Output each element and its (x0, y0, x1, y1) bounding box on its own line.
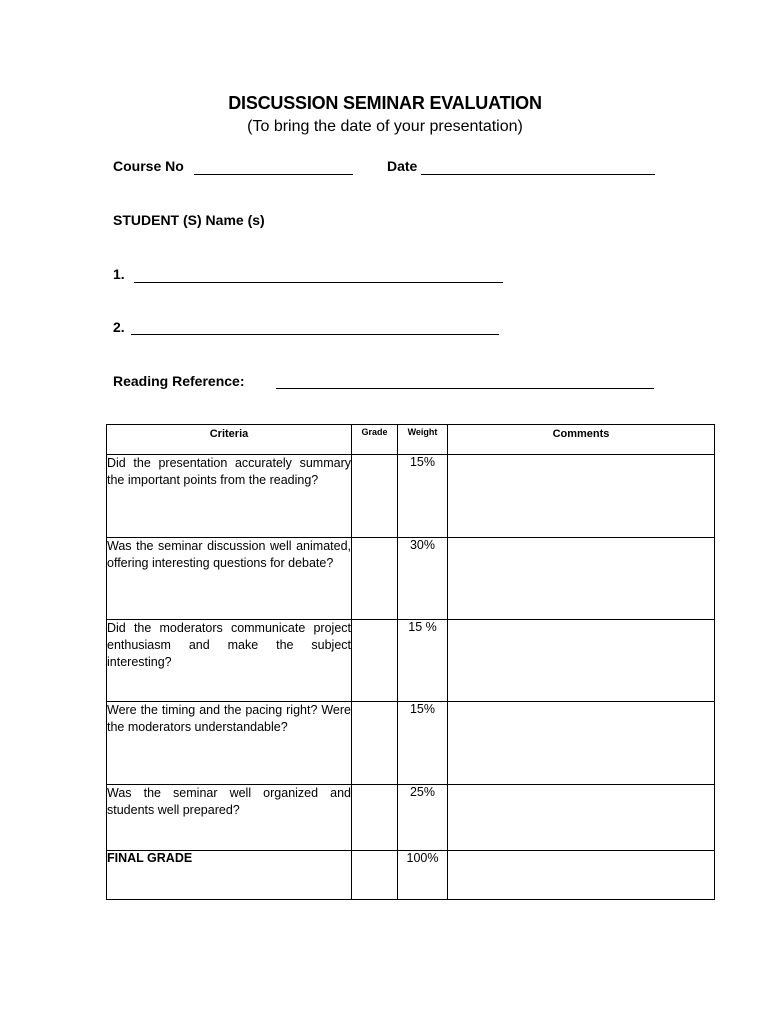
weight-cell: 15% (398, 455, 448, 538)
grade-cell[interactable] (352, 702, 398, 785)
comments-cell[interactable] (448, 538, 715, 620)
weight-cell: 30% (398, 538, 448, 620)
table-row (107, 620, 715, 702)
grade-cell[interactable] (352, 538, 398, 620)
form-subtitle: (To bring the date of your presentation) (247, 118, 523, 135)
table-header-row (107, 425, 715, 455)
comments-cell[interactable] (448, 702, 715, 785)
student-1-name-field[interactable] (134, 282, 503, 283)
weight-cell: 15% (398, 702, 448, 785)
evaluation-table (106, 424, 715, 900)
criteria-cell (107, 538, 352, 620)
reading-reference-label: Reading Reference: (113, 373, 245, 389)
students-label: STUDENT (S) Name (s) (113, 212, 265, 228)
criteria-cell (107, 702, 352, 785)
table-row (107, 538, 715, 620)
comments-header: Comments (448, 425, 715, 455)
criteria-text: Did the presentation accurately summary the important points from the reading? (107, 456, 351, 487)
table-row (107, 455, 715, 538)
criteria-cell (107, 620, 352, 702)
student-1-number: 1. (113, 266, 125, 282)
reading-reference-field[interactable] (276, 388, 654, 389)
comments-cell[interactable] (448, 620, 715, 702)
weight-header: Weight (398, 425, 448, 455)
final-comments-cell[interactable] (448, 851, 715, 900)
criteria-cell (107, 785, 352, 851)
grade-cell[interactable] (352, 785, 398, 851)
criteria-text: Were the timing and the pacing right? Were the moderators understandable? (107, 703, 351, 734)
student-2-number: 2. (113, 319, 125, 335)
course-no-field[interactable] (194, 174, 353, 175)
table-row (107, 702, 715, 785)
form-title: DISCUSSION SEMINAR EVALUATION (228, 93, 542, 113)
date-field[interactable] (421, 174, 655, 175)
grade-cell[interactable] (352, 620, 398, 702)
grade-cell[interactable] (352, 455, 398, 538)
criteria-text: Did the moderators communicate project enthusiasm and make the subject interesting? (107, 621, 351, 669)
final-weight-cell: 100% (398, 851, 448, 900)
comments-cell[interactable] (448, 455, 715, 538)
weight-cell: 15 % (398, 620, 448, 702)
comments-cell[interactable] (448, 785, 715, 851)
weight-cell: 25% (398, 785, 448, 851)
student-2-name-field[interactable] (131, 334, 499, 335)
table-row (107, 785, 715, 851)
date-label: Date (387, 158, 418, 174)
criteria-header: Criteria (107, 425, 352, 455)
grade-header: Grade (352, 425, 398, 455)
criteria-text: Was the seminar well organized and students well prepared? (107, 786, 351, 817)
final-grade-cell[interactable] (352, 851, 398, 900)
final-grade-row (107, 851, 715, 900)
final-grade-label: FINAL GRADE (107, 851, 352, 900)
course-no-label: Course No (113, 158, 184, 174)
criteria-cell (107, 455, 352, 538)
criteria-text: Was the seminar discussion well animated, offering interesting questions for debate? (107, 539, 351, 570)
